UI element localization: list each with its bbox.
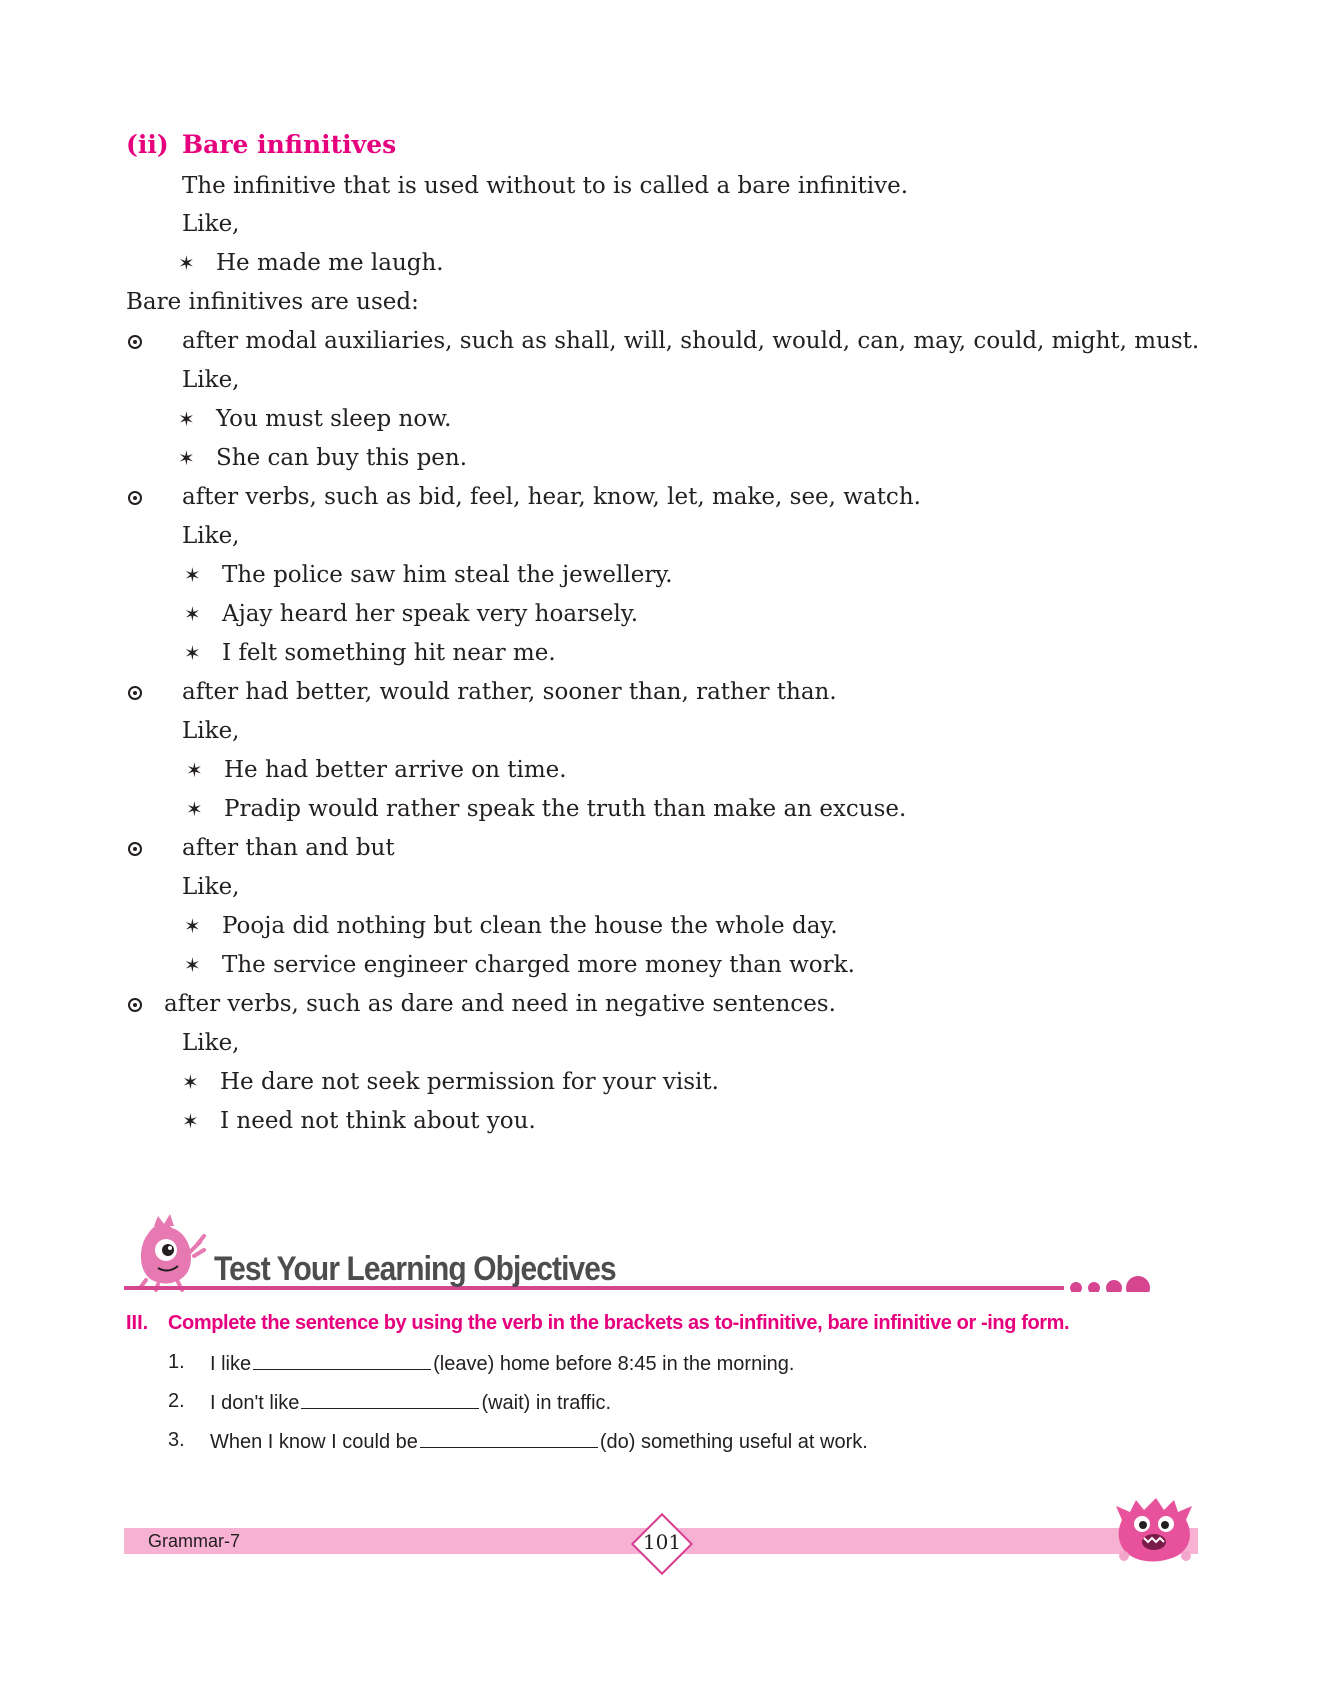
definition-text: The infinitive that is used without to is called a bare infinitive.	[182, 173, 909, 199]
example-text: He had better arrive on time.	[224, 757, 567, 783]
question-text-after: (wait) in traffic.	[481, 1392, 612, 1414]
used-intro: Bare infinitives are used:	[126, 289, 419, 315]
circle-bullet-icon	[128, 686, 142, 700]
objectives-title: Test Your Learning Objectives	[214, 1250, 616, 1288]
answer-blank[interactable]	[301, 1390, 479, 1409]
example-text: You must sleep now.	[216, 406, 452, 432]
example-text: Pradip would rather speak the truth than make an excuse.	[224, 796, 907, 822]
rule-text: after verbs, such as bid, feel, hear, know, let, make, see, watch.	[182, 484, 921, 510]
asterisk-icon: ✶	[184, 953, 201, 977]
example-text: The police saw him steal the jewellery.	[222, 562, 673, 588]
question-number: 3.	[168, 1429, 185, 1451]
asterisk-icon: ✶	[178, 446, 195, 470]
example-text: The service engineer charged more money than work.	[222, 952, 855, 978]
like-label: Like,	[182, 211, 240, 237]
asterisk-icon: ✶	[182, 1070, 199, 1094]
rule-text: after verbs, such as dare and need in negative sentences.	[164, 991, 836, 1017]
asterisk-icon: ✶	[178, 251, 195, 275]
question-3	[210, 1429, 868, 1454]
like-label: Like,	[182, 874, 240, 900]
example-text: He dare not seek permission for your visit.	[220, 1069, 719, 1095]
answer-blank[interactable]	[420, 1429, 598, 1448]
answer-blank[interactable]	[253, 1351, 431, 1370]
section-title: Bare infinitives	[182, 130, 397, 159]
question-2	[210, 1390, 611, 1415]
example-text: I need not think about you.	[220, 1108, 536, 1134]
asterisk-icon: ✶	[184, 563, 201, 587]
like-label: Like,	[182, 367, 240, 393]
book-label: Grammar-7	[148, 1531, 241, 1551]
circle-bullet-icon	[128, 998, 142, 1012]
circle-bullet-icon	[128, 335, 142, 349]
example-text: Ajay heard her speak very hoarsely.	[222, 601, 639, 627]
pink-monster-mascot-icon	[140, 1214, 204, 1290]
asterisk-icon: ✶	[184, 914, 201, 938]
page-number: 101	[642, 1530, 682, 1554]
asterisk-icon: ✶	[182, 1109, 199, 1133]
circle-bullet-icon	[128, 842, 142, 856]
asterisk-icon: ✶	[178, 407, 195, 431]
pink-monster-footer-icon	[1112, 1490, 1198, 1566]
asterisk-icon: ✶	[184, 602, 201, 626]
example-text: Pooja did nothing but clean the house the whole day.	[222, 913, 838, 939]
rule-text: after had better, would rather, sooner than, rather than.	[182, 679, 837, 705]
example-text: He made me laugh.	[216, 250, 444, 276]
question-text-before: I don't like	[210, 1392, 300, 1414]
like-label: Like,	[182, 523, 240, 549]
like-label: Like,	[182, 1030, 240, 1056]
example-text: I felt something hit near me.	[222, 640, 556, 666]
exercise-number: III.	[126, 1312, 149, 1334]
question-text-before: I like	[210, 1353, 252, 1375]
asterisk-icon: ✶	[186, 797, 203, 821]
question-number: 1.	[168, 1351, 185, 1373]
asterisk-icon: ✶	[184, 641, 201, 665]
question-text-after: (do) something useful at work.	[599, 1431, 868, 1453]
question-text-before: When I know I could be	[210, 1431, 418, 1453]
question-number: 2.	[168, 1390, 185, 1412]
circle-bullet-icon	[128, 491, 142, 505]
example-text: She can buy this pen.	[216, 445, 468, 471]
asterisk-icon: ✶	[186, 758, 203, 782]
question-1	[210, 1351, 794, 1376]
rule-text: after than and but	[182, 835, 395, 861]
rule-text: after modal auxiliaries, such as shall, will, should, would, can, may, could, might, must.	[182, 328, 1200, 354]
question-text-after: (leave) home before 8:45 in the morning.	[433, 1353, 795, 1375]
like-label: Like,	[182, 718, 240, 744]
section-number: (ii)	[126, 130, 169, 159]
exercise-instruction: Complete the sentence by using the verb in the brackets as to-infinitive, bare infinitive or -ing form.	[168, 1312, 1070, 1334]
